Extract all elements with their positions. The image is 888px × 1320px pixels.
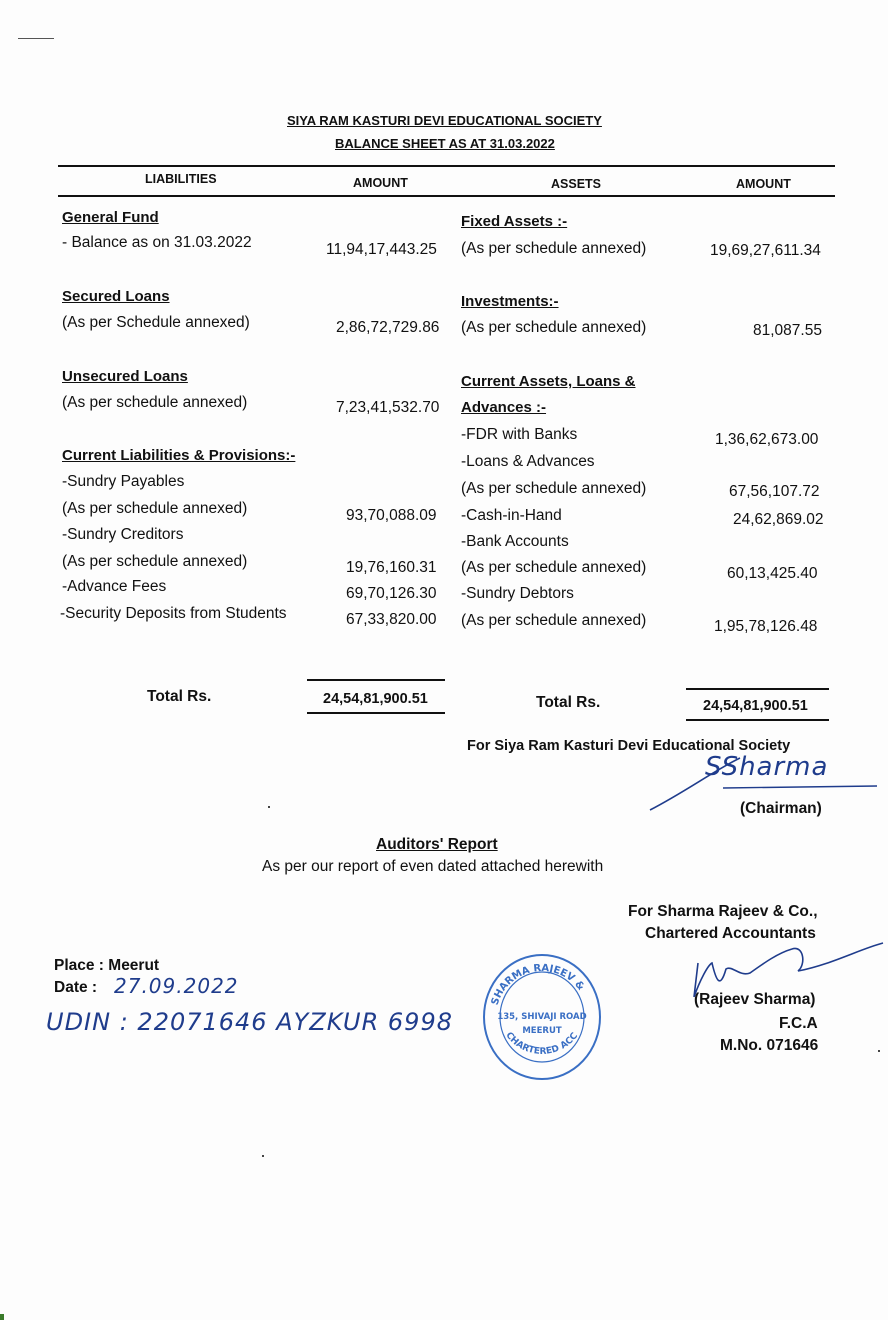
- bank-accounts: -Bank Accounts: [461, 533, 569, 550]
- bank-accounts-sub: (As per schedule annexed): [461, 559, 647, 576]
- fixed-assets-amount: 19,69,27,611.34: [710, 242, 821, 259]
- total-left-bottom-rule: [307, 712, 445, 714]
- col-amount-1: AMOUNT: [353, 176, 408, 190]
- col-amount-2: AMOUNT: [736, 177, 791, 191]
- fdr-amount: 1,36,62,673.00: [715, 431, 819, 448]
- firm-seal: [478, 951, 606, 1083]
- investments-amount: 81,087.55: [753, 322, 822, 339]
- firm-type: Chartered Accountants: [645, 925, 816, 942]
- current-assets-heading-2: Advances :-: [461, 399, 547, 416]
- total-amount-right: 24,54,81,900.51: [703, 698, 808, 714]
- col-assets: ASSETS: [551, 177, 602, 191]
- total-right-top-rule: [686, 688, 829, 690]
- loans-advances-sub: (As per schedule annexed): [461, 480, 647, 497]
- sundry-payables-sub: (As per schedule annexed): [62, 500, 248, 517]
- chairman-signature: SSharma: [705, 752, 829, 782]
- sundry-debtors-amount: 1,95,78,126.48: [714, 618, 818, 635]
- total-amount-left: 24,54,81,900.51: [323, 691, 428, 707]
- auditors-text: As per our report of even dated attached herewith: [262, 858, 604, 875]
- loans-advances-amount: 67,56,107.72: [729, 483, 820, 500]
- corner-mark: [18, 38, 54, 39]
- secured-loans-sub: (As per Schedule annexed): [62, 314, 250, 331]
- corner-speck: [0, 1314, 4, 1320]
- speck: [262, 1155, 264, 1157]
- col-liabilities: LIABILITIES: [145, 172, 217, 186]
- total-right-bottom-rule: [686, 719, 829, 721]
- auditors-heading: Auditors' Report: [376, 836, 498, 853]
- total-left-top-rule: [307, 679, 445, 681]
- place-label: Place : Meerut: [54, 957, 160, 974]
- sundry-creditors: -Sundry Creditors: [62, 526, 184, 543]
- unsecured-loans-sub: (As per schedule annexed): [62, 394, 248, 411]
- date-label: Date :: [54, 979, 98, 996]
- table-header-rule: [58, 195, 835, 197]
- date-value: 27.09.2022: [114, 974, 239, 998]
- total-label-right: Total Rs.: [536, 694, 601, 711]
- current-liabilities-heading: Current Liabilities & Provisions:-: [62, 447, 296, 464]
- advance-fees: -Advance Fees: [62, 578, 167, 595]
- auditor-mno: M.No. 071646: [720, 1037, 819, 1054]
- speck: [878, 1050, 880, 1052]
- unsecured-loans-heading: Unsecured Loans: [62, 368, 188, 385]
- fixed-assets-heading: Fixed Assets :-: [461, 213, 568, 230]
- sundry-creditors-sub: (As per schedule annexed): [62, 553, 248, 570]
- society-for-line: For Siya Ram Kasturi Devi Educational Society: [467, 738, 791, 754]
- balance-label: - Balance as on 31.03.2022: [62, 234, 252, 251]
- fdr-label: -FDR with Banks: [461, 426, 578, 443]
- sundry-creditors-amount: 19,76,160.31: [346, 559, 437, 576]
- fixed-assets-sub: (As per schedule annexed): [461, 240, 647, 257]
- udin-handwritten: UDIN : 22071646 AYZKUR 6998: [46, 1008, 453, 1036]
- sundry-debtors-sub: (As per schedule annexed): [461, 612, 647, 629]
- cash-in-hand-amount: 24,62,869.02: [733, 511, 824, 528]
- sheet-title: BALANCE SHEET AS AT 31.03.2022: [335, 136, 555, 151]
- current-assets-heading-1: Current Assets, Loans &: [461, 373, 636, 390]
- advance-fees-amount: 69,70,126.30: [346, 585, 437, 602]
- secured-loans-amount: 2,86,72,729.86: [336, 319, 440, 336]
- investments-sub: (As per schedule annexed): [461, 319, 647, 336]
- sundry-debtors: -Sundry Debtors: [461, 585, 574, 602]
- chairman-role: (Chairman): [740, 800, 822, 817]
- bank-accounts-amount: 60,13,425.40: [727, 565, 818, 582]
- seal-top-text: SHARMA RAJEEV &: [489, 962, 587, 1007]
- balance-amount: 11,94,17,443.25: [326, 241, 437, 258]
- speck: [268, 806, 270, 808]
- seal-bottom-text: CHARTERED ACC: [503, 1030, 581, 1057]
- secured-loans-heading: Secured Loans: [62, 288, 170, 305]
- sundry-payables: -Sundry Payables: [62, 473, 185, 490]
- cash-in-hand: -Cash-in-Hand: [461, 507, 562, 524]
- table-top-rule: [58, 165, 835, 167]
- unsecured-loans-amount: 7,23,41,532.70: [336, 399, 440, 416]
- security-deposits-amount: 67,33,820.00: [346, 611, 437, 628]
- sundry-payables-amount: 93,70,088.09: [346, 507, 437, 524]
- seal-city: MEERUT: [522, 1026, 562, 1036]
- seal-address: 135, SHIVAJI ROAD: [497, 1012, 587, 1022]
- total-label-left: Total Rs.: [147, 688, 212, 705]
- org-name: SIYA RAM KASTURI DEVI EDUCATIONAL SOCIETY: [287, 113, 602, 128]
- investments-heading: Investments:-: [461, 293, 559, 310]
- firm-for-line: For Sharma Rajeev & Co.,: [628, 903, 818, 920]
- loans-advances: -Loans & Advances: [461, 453, 595, 470]
- auditor-name: (Rajeev Sharma): [694, 991, 816, 1008]
- security-deposits: -Security Deposits from Students: [60, 605, 287, 622]
- auditor-qualification: F.C.A: [779, 1015, 818, 1032]
- general-fund-heading: General Fund: [62, 209, 159, 226]
